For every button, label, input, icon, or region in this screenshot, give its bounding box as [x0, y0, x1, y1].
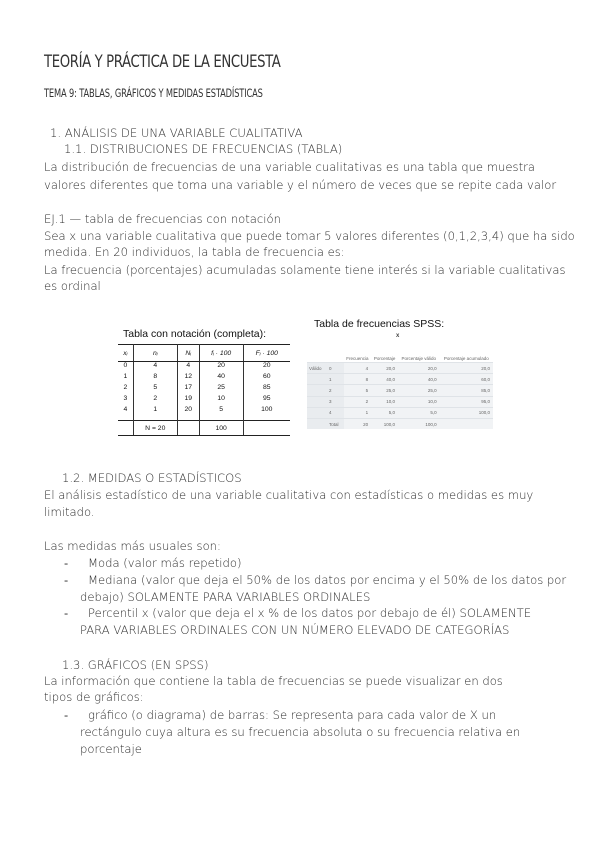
table2-cell: 1	[327, 374, 344, 385]
table2-cell: 40,0	[371, 374, 398, 385]
section2-para-line1: El análisis estadístico de una variable cualitativa con estadísticas o medidas es muy	[44, 488, 534, 502]
table1-total-row	[118, 421, 290, 436]
table1-cell: 1	[133, 406, 177, 420]
example-line3: La frecuencia (porcentajes) acumuladas solamente tiene interés si la variable cualitativas	[44, 263, 566, 277]
table2-caption: Tabla de frecuencias SPSS:	[314, 318, 445, 330]
table1-cell	[243, 421, 290, 436]
table2-cell: 10,0	[371, 396, 398, 407]
list-dash: -	[64, 573, 69, 587]
table2-cell: 2	[344, 396, 372, 407]
example-line2: medida. En 20 individuos, la tabla de frecuencia es:	[44, 245, 345, 259]
table2-cell: 20,0	[440, 363, 493, 374]
table2-header: Porcentaje válido	[401, 356, 437, 361]
list-dash: -	[64, 708, 69, 722]
section1-heading: 1. ANÁLISIS DE UNA VARIABLE CUALITATIVA	[50, 126, 303, 140]
section2-para-line2: limitado.	[44, 505, 95, 519]
section2-intro: Las medidas más usuales son:	[44, 539, 221, 553]
list-item: gráfico (o diagrama) de barras: Se representa para cada valor de X un	[88, 708, 497, 722]
table2-cell: 5	[344, 385, 372, 396]
table1-cell: 85	[262, 384, 271, 392]
section3-para-line2: tipos de gráficos:	[44, 690, 144, 704]
table2-cell: 25,0	[371, 385, 398, 396]
table2-cell: 100,0	[440, 407, 493, 418]
table1-cell: 100	[199, 421, 243, 436]
table2-cell: 25,0	[398, 385, 440, 396]
document-subtitle: TEMA 9: TABLAS, GRÁFICOS Y MEDIDAS ESTADÍSTICAS	[44, 86, 263, 100]
table2-cell: Válido	[307, 363, 327, 374]
list-item: Percentil x (valor que deja el x % de los datos por debajo de él) SOLAMENTE	[88, 606, 532, 620]
table1-header: Fᵢ · 100	[243, 345, 290, 362]
section1-para-line2: valores diferentes que toma una variable y el número de veces que se repite cada valor	[44, 178, 557, 192]
table2-cell: 0	[327, 363, 344, 374]
table1-cell: 0	[118, 362, 133, 374]
table2-cell: 100,0	[398, 418, 440, 429]
table2-cell: 4	[327, 407, 344, 418]
table2-cell: 85,0	[440, 385, 493, 396]
table-row	[118, 362, 290, 374]
table1-header: fᵢ · 100	[199, 345, 243, 362]
table2-cell	[307, 385, 327, 396]
table2-cell: 8	[344, 374, 372, 385]
table1-cell: 4	[177, 362, 199, 374]
table1-cell: 95	[262, 395, 271, 403]
table2-header: Porcentaje acumulado	[443, 356, 489, 361]
table-row	[307, 407, 493, 418]
list-item-continuation: porcentaje	[80, 742, 142, 756]
table1-cell: 5	[133, 384, 177, 395]
table2-cell: 60,0	[440, 374, 493, 385]
table1-cell: 12	[177, 373, 199, 384]
table2-cell: 95,0	[440, 396, 493, 407]
table1-cell: 17	[177, 384, 199, 395]
document-title: TEORÍA Y PRÁCTICA DE LA ENCUESTA	[44, 52, 281, 72]
table1-cell: 20	[262, 362, 271, 369]
table2-cell	[307, 418, 327, 429]
table2-variable-name: x	[396, 333, 400, 339]
table1-cell: 1	[118, 373, 133, 384]
section3-heading: 1.3. GRÁFICOS (EN SPSS)	[62, 658, 209, 672]
table1-cell: 2	[118, 384, 133, 395]
section3-para-line1: La información que contiene la tabla de frecuencias se puede visualizar en dos	[44, 674, 503, 688]
spss-frequency-table	[307, 343, 493, 429]
table1-cell: 4	[133, 362, 177, 374]
section1-subheading: 1.1. DISTRIBUCIONES DE FRECUENCIAS (TABLA)	[64, 142, 343, 156]
table2-cell: 1	[344, 407, 372, 418]
table1-cell: 20	[199, 362, 243, 374]
section1-para-line1: La distribución de frecuencias de una variable cualitativas es una tabla que muestra	[44, 160, 535, 174]
table-row	[307, 363, 493, 374]
table2-cell: 10,0	[398, 396, 440, 407]
table2-cell	[307, 374, 327, 385]
table2-cell: 3	[327, 396, 344, 407]
table1-cell: 100	[261, 406, 273, 414]
table1-cell	[177, 421, 199, 436]
table2-header	[327, 343, 344, 363]
notation-frequency-table	[118, 344, 290, 436]
table2-header: Porcentaje	[373, 356, 396, 361]
table2-cell	[440, 418, 493, 429]
table1-header: Nᵢ	[177, 345, 199, 362]
table-row	[307, 385, 493, 396]
table1-cell: 2	[133, 395, 177, 406]
table1-cell: 60	[262, 373, 271, 381]
table2-cell: 2	[327, 385, 344, 396]
table2-header	[307, 343, 327, 363]
table2-cell: Total	[327, 418, 344, 429]
table-row	[307, 418, 493, 429]
table2-cell: 5,0	[398, 407, 440, 418]
table2-cell: 20,0	[371, 363, 398, 374]
list-dash: -	[64, 556, 69, 570]
table2-cell: 100,0	[371, 418, 398, 429]
table-row	[118, 373, 290, 384]
table2-cell: 20	[344, 418, 372, 429]
list-item-continuation: rectángulo cuya altura es su frecuencia absoluta o su frecuencia relativa en	[80, 725, 521, 739]
table1-cell: 19	[177, 395, 199, 406]
table-row	[118, 384, 290, 395]
table-row	[307, 396, 493, 407]
example-line1: Sea x una variable cualitativa que puede tomar 5 valores diferentes (0,1,2,3,4) que ha sido	[44, 229, 575, 243]
table1-cell: 3	[118, 395, 133, 406]
table1-caption: Tabla con notación (completa):	[123, 328, 266, 340]
table1-cell: 4	[118, 406, 133, 420]
table2-cell: 20,0	[398, 363, 440, 374]
table1-cell: 25	[199, 384, 243, 395]
table2-cell: 40,0	[398, 374, 440, 385]
table1-cell: 10	[199, 395, 243, 406]
list-dash: -	[64, 606, 69, 620]
table1-cell: N = 20	[133, 421, 177, 436]
list-item: Moda (valor más repetido)	[88, 556, 242, 570]
list-item: Mediana (valor que deja el 50% de los datos por encima y el 50% de los datos por	[88, 573, 567, 587]
table2-header: Frecuencia	[346, 356, 369, 361]
table1-header: xᵢ	[118, 345, 133, 362]
table2-cell: 4	[344, 363, 372, 374]
table1-cell: 40	[199, 373, 243, 384]
table1-cell: 8	[133, 373, 177, 384]
table-row	[307, 374, 493, 385]
example-title: EJ.1 — tabla de frecuencias con notación	[44, 212, 281, 226]
table2-cell: 5,0	[371, 407, 398, 418]
table1-cell: 5	[199, 406, 243, 420]
table1-header: nᵢ	[133, 345, 177, 362]
list-item-continuation: PARA VARIABLES ORDINALES CON UN NÚMERO ELEVADO DE CATEGORÍAS	[80, 623, 510, 637]
table-row	[118, 395, 290, 406]
table2-cell	[307, 407, 327, 418]
table-row	[118, 406, 290, 420]
section2-heading: 1.2. MEDIDAS O ESTADÍSTICOS	[62, 471, 242, 485]
example-line4: es ordinal	[44, 279, 101, 293]
list-item-continuation: debajo) SOLAMENTE PARA VARIABLES ORDINALES	[80, 590, 371, 604]
table1-cell	[118, 421, 133, 436]
table2-cell	[307, 396, 327, 407]
table1-cell: 20	[177, 406, 199, 420]
